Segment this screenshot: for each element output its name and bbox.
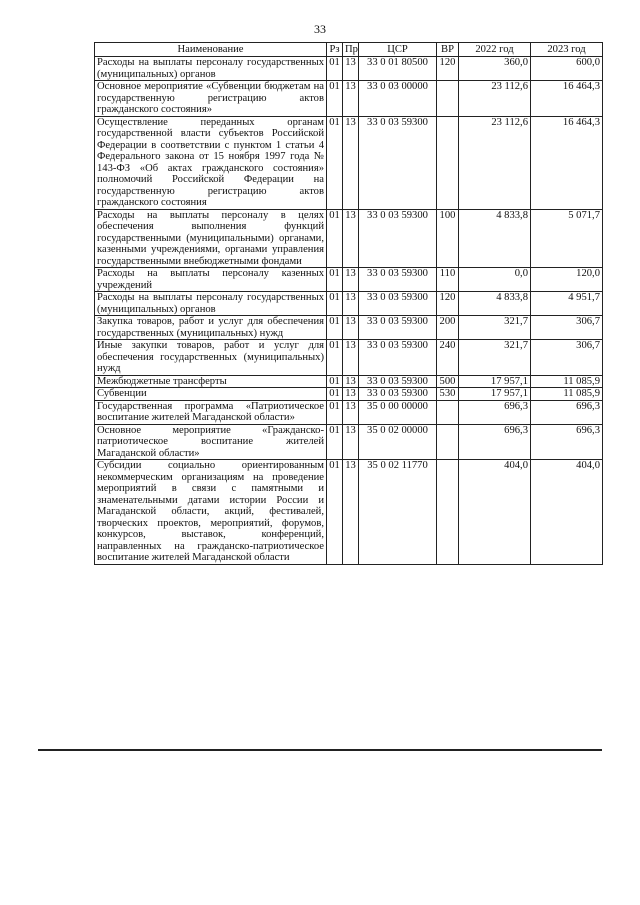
cell-vr: 530 xyxy=(437,388,459,401)
cell-pr: 13 xyxy=(343,460,359,565)
cell-2022: 321,7 xyxy=(459,316,531,340)
cell-2022: 0,0 xyxy=(459,268,531,292)
cell-name: Осуществление переданных органам государственной власти субъектов Российской Федерации в соответствии с пунктом 1 статьи 4 Федерального закона от 15 ноября 1997 года № 143-ФЗ «Об актах гражданского состояния» полномочий Российской Федерации на государственную регистрацию актов гражданского состояния xyxy=(95,116,327,209)
cell-2022: 321,7 xyxy=(459,340,531,376)
header-rz: Рз xyxy=(327,43,343,57)
cell-name: Иные закупки товаров, работ и услуг для обеспечения государственных (муниципальных) нужд xyxy=(95,340,327,376)
cell-csr: 33 0 03 59300 xyxy=(359,375,437,388)
cell-vr: 120 xyxy=(437,57,459,81)
cell-2023: 696,3 xyxy=(531,400,603,424)
cell-2022: 23 112,6 xyxy=(459,81,531,117)
cell-name: Закупка товаров, работ и услуг для обеспечения государственных (муниципальных) нужд xyxy=(95,316,327,340)
cell-rz: 01 xyxy=(327,375,343,388)
cell-csr: 35 0 02 00000 xyxy=(359,424,437,460)
header-csr: ЦСР xyxy=(359,43,437,57)
cell-csr: 33 0 03 59300 xyxy=(359,388,437,401)
page-number: 33 xyxy=(314,22,326,36)
cell-csr: 35 0 02 11770 xyxy=(359,460,437,565)
table-row xyxy=(95,209,603,268)
cell-pr: 13 xyxy=(343,340,359,376)
cell-2023: 404,0 xyxy=(531,460,603,565)
cell-vr: 120 xyxy=(437,292,459,316)
cell-vr: 200 xyxy=(437,316,459,340)
budget-table xyxy=(94,42,603,565)
cell-rz: 01 xyxy=(327,340,343,376)
cell-2023: 16 464,3 xyxy=(531,116,603,209)
cell-vr xyxy=(437,460,459,565)
cell-2022: 17 957,1 xyxy=(459,388,531,401)
cell-csr: 33 0 03 59300 xyxy=(359,268,437,292)
table-row xyxy=(95,116,603,209)
cell-rz: 01 xyxy=(327,388,343,401)
cell-vr: 110 xyxy=(437,268,459,292)
footer-rule xyxy=(38,749,602,751)
cell-vr: 100 xyxy=(437,209,459,268)
cell-pr: 13 xyxy=(343,81,359,117)
header-2023: 2023 год xyxy=(531,43,603,57)
cell-2022: 23 112,6 xyxy=(459,116,531,209)
cell-2023: 120,0 xyxy=(531,268,603,292)
cell-2023: 306,7 xyxy=(531,340,603,376)
cell-pr: 13 xyxy=(343,292,359,316)
cell-csr: 33 0 03 59300 xyxy=(359,292,437,316)
cell-csr: 35 0 00 00000 xyxy=(359,400,437,424)
cell-pr: 13 xyxy=(343,400,359,424)
cell-name: Субсидии социально ориентированным некоммерческим организациям на проведение мероприятий в связи с памятными и знаменательными датами истории России и Магаданской области, акций, фестивалей, творческих проектов, мероприятий, форумов, конкурсов, выставок, конференций, направленных на гражданско-патриотическое воспитание жителей Магаданской области xyxy=(95,460,327,565)
cell-pr: 13 xyxy=(343,209,359,268)
header-2022: 2022 год xyxy=(459,43,531,57)
cell-name: Основное мероприятие «Субвенции бюджетам на государственную регистрацию актов гражданского состояния» xyxy=(95,81,327,117)
table-row xyxy=(95,424,603,460)
cell-rz: 01 xyxy=(327,57,343,81)
cell-rz: 01 xyxy=(327,81,343,117)
table-header-row xyxy=(95,43,603,57)
cell-2022: 404,0 xyxy=(459,460,531,565)
cell-pr: 13 xyxy=(343,268,359,292)
cell-pr: 13 xyxy=(343,316,359,340)
cell-pr: 13 xyxy=(343,424,359,460)
cell-2022: 4 833,8 xyxy=(459,292,531,316)
cell-csr: 33 0 03 59300 xyxy=(359,340,437,376)
header-vr: ВР xyxy=(437,43,459,57)
table-row xyxy=(95,460,603,565)
table-row xyxy=(95,400,603,424)
cell-csr: 33 0 03 59300 xyxy=(359,116,437,209)
cell-rz: 01 xyxy=(327,424,343,460)
cell-rz: 01 xyxy=(327,209,343,268)
table-row xyxy=(95,388,603,401)
cell-name: Межбюджетные трансферты xyxy=(95,375,327,388)
cell-name: Расходы на выплаты персоналу государственных (муниципальных) органов xyxy=(95,57,327,81)
table-row xyxy=(95,316,603,340)
cell-csr: 33 0 03 59300 xyxy=(359,209,437,268)
cell-vr: 240 xyxy=(437,340,459,376)
cell-2023: 600,0 xyxy=(531,57,603,81)
cell-csr: 33 0 03 00000 xyxy=(359,81,437,117)
cell-rz: 01 xyxy=(327,460,343,565)
cell-name: Расходы на выплаты персоналу в целях обеспечения выполнения функций государственными (муниципальными) органами, казенными учреждениями, органами управления государственными внебюджетными фондами xyxy=(95,209,327,268)
cell-2023: 696,3 xyxy=(531,424,603,460)
cell-2022: 17 957,1 xyxy=(459,375,531,388)
cell-2022: 360,0 xyxy=(459,57,531,81)
table-row xyxy=(95,292,603,316)
cell-rz: 01 xyxy=(327,316,343,340)
cell-pr: 13 xyxy=(343,116,359,209)
cell-rz: 01 xyxy=(327,292,343,316)
table-row xyxy=(95,268,603,292)
cell-name: Расходы на выплаты персоналу государственных (муниципальных) органов xyxy=(95,292,327,316)
cell-2023: 4 951,7 xyxy=(531,292,603,316)
header-name: Наименование xyxy=(95,43,327,57)
cell-vr: 500 xyxy=(437,375,459,388)
cell-name: Основное мероприятие «Гражданско-патриотическое воспитание жителей Магаданской области» xyxy=(95,424,327,460)
cell-name: Расходы на выплаты персоналу казенных учреждений xyxy=(95,268,327,292)
cell-pr: 13 xyxy=(343,388,359,401)
table-row xyxy=(95,81,603,117)
table-row xyxy=(95,340,603,376)
cell-csr: 33 0 03 59300 xyxy=(359,316,437,340)
cell-pr: 13 xyxy=(343,375,359,388)
cell-rz: 01 xyxy=(327,400,343,424)
cell-vr xyxy=(437,400,459,424)
header-pr: Пр xyxy=(343,43,359,57)
cell-2023: 5 071,7 xyxy=(531,209,603,268)
cell-vr xyxy=(437,424,459,460)
cell-2023: 16 464,3 xyxy=(531,81,603,117)
cell-rz: 01 xyxy=(327,268,343,292)
cell-2022: 696,3 xyxy=(459,400,531,424)
cell-2023: 11 085,9 xyxy=(531,388,603,401)
cell-name: Государственная программа «Патриотическое воспитание жителей Магаданской области» xyxy=(95,400,327,424)
cell-name: Субвенции xyxy=(95,388,327,401)
cell-csr: 33 0 01 80500 xyxy=(359,57,437,81)
cell-2022: 696,3 xyxy=(459,424,531,460)
cell-pr: 13 xyxy=(343,57,359,81)
cell-2023: 306,7 xyxy=(531,316,603,340)
table-row xyxy=(95,57,603,81)
cell-vr xyxy=(437,116,459,209)
cell-rz: 01 xyxy=(327,116,343,209)
cell-vr xyxy=(437,81,459,117)
cell-2022: 4 833,8 xyxy=(459,209,531,268)
cell-2023: 11 085,9 xyxy=(531,375,603,388)
table-row xyxy=(95,375,603,388)
